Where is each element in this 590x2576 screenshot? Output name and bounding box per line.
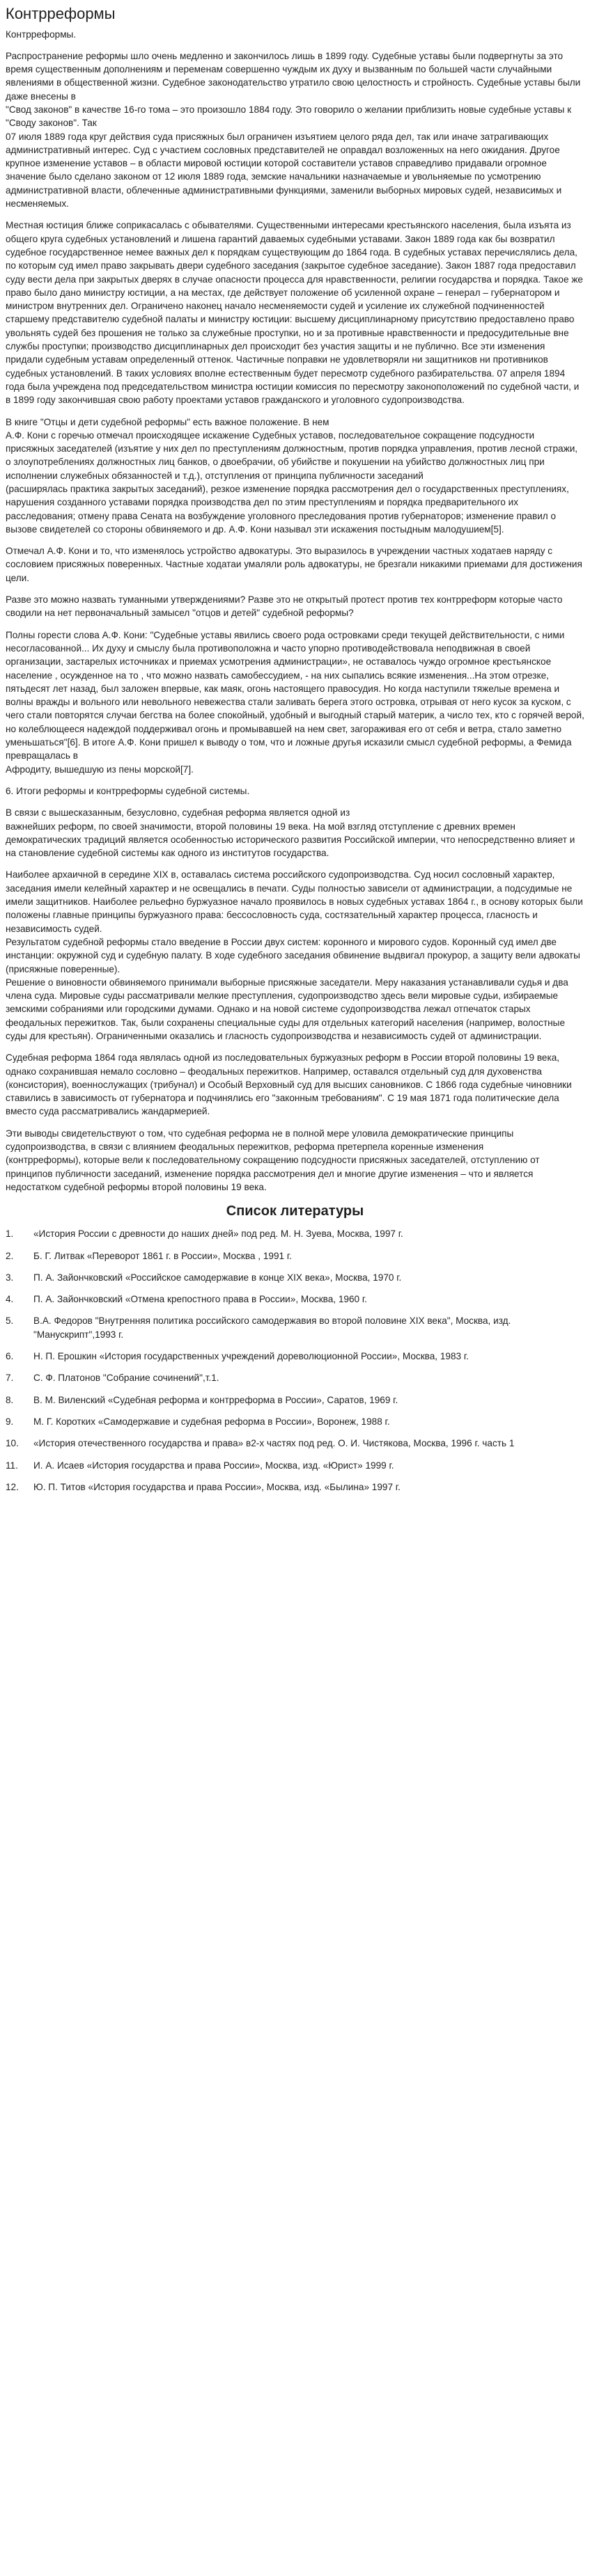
paragraph-block bbox=[6, 806, 584, 860]
bibliography-item bbox=[6, 1480, 584, 1494]
paragraph-line: 6. Итоги реформы и контрреформы судебной системы. bbox=[6, 785, 250, 796]
bibliography-item-text: «История отечественного государства и права» в2-х частях под ред. О. И. Чистякова, Москва, 1996 г. часть 1 bbox=[33, 1438, 515, 1449]
bibliography-item-number: 4. bbox=[6, 1294, 14, 1305]
bibliography-item-text: С. Ф. Платонов "Собрание сочинений",т.1. bbox=[33, 1373, 219, 1384]
bibliography-item-number: 1. bbox=[6, 1228, 14, 1240]
paragraph-line: Распространение реформы шло очень медленно и закончилось лишь в 1899 году. Судебные уставы были подвергнуты за это время существенным дополнениям и переменам совершенно чуждым их духу и вызванным по большей части случайными явлениями в общественной жизни. Судебное законодательство утратило свою целостность и стройность. Судебные уставы были даже внесены в bbox=[6, 50, 581, 102]
bibliography-item bbox=[6, 1227, 584, 1240]
bibliography-item-text: П. А. Зайончковский «Российское самодержавие в конце XIX века», Москва, 1970 г. bbox=[33, 1272, 402, 1283]
document-subtitle: Контрреформы. bbox=[6, 29, 77, 40]
bibliography-item bbox=[6, 1249, 584, 1263]
paragraph-block bbox=[6, 629, 584, 776]
bibliography-item-text: В.А. Федоров "Внутренняя политика российского самодержавия во второй половине XIX века", Москва, изд. "Манускрипт",1993 г. bbox=[33, 1315, 511, 1340]
paragraph-line: Эти выводы свидетельствуют о том, что судебная реформа не в полной мере уловила демократические принципы судопроизводства, в связи с влиянием феодальных пережитков, реформа претерпела коренные изменения bbox=[6, 1128, 514, 1153]
bibliography-item bbox=[6, 1459, 584, 1472]
bibliography-item-text: В. М. Виленский «Судебная реформа и контрреформа в России», Саратов, 1969 г. bbox=[33, 1394, 398, 1405]
bibliography-item-text: Ю. П. Титов «История государства и права России», Москва, изд. «Былина» 1997 г. bbox=[33, 1481, 401, 1492]
paragraph-line: Полны горести слова А.Ф. Кони: "Судебные уставы явились своего рода островками среди текущей действительности, с ними несогласованной... Их духу и смыслу была противоположна и часто упорно противодействовала неподвижная в своей организации, застарелых источниках и приемах усмотрения администрации», не оставалось чуждо огромное крестьянское население , осужденное на то , что можно назвать самобессудием, - на них сыпались всякие изменения...На этом отрезке, пятьдесят лет назад, был заложен впервые, как маяк, огонь настоящего правосудия. Но когда наступили тяжелые времена и волны вражды и вольного или невольного невежества стали заливать берега этого островка, отрывая от него кусок за куском, с чего стали повторятся случаи бегства на более спокойный, удобный и выгодный старый материк, а число тех, кто с горячей верой, но колеблющееся надеждой поддерживал огонь и промывавшей на нем свет, загораживая его от себя и ветра, стало заметно уменьшаться"[6]. В итоге А.Ф. Кони пришел к выводу о том, что и ложные другья исказили смысл судебной реформы, а Фемида превращалась в bbox=[6, 629, 584, 761]
bibliography-item bbox=[6, 1437, 584, 1450]
bibliography-item-number: 2. bbox=[6, 1250, 14, 1261]
paragraph-line: А.Ф. Кони с горечью отмечал происходящее искажение Судебных уставов, последовательное сокращение подсудности присяжных заседателей (изъятие у них дел по преступлениям должностным, против порядка управления, против лесной стражи, о злоупотреблениях должностных лиц банков, о двоебрачии, об убийстве и покушении на убийство должностных лиц при исполнении служебных обязанностей и т.д.), отступления от принципа публичности заседаний bbox=[6, 429, 578, 481]
paragraph-line: В книге "Отцы и дети судебной реформы" есть важное положение. В нем bbox=[6, 416, 329, 427]
paragraph-line: Афродиту, вышедшую из пены морской[7]. bbox=[6, 764, 194, 775]
paragraph-block bbox=[6, 593, 584, 620]
paragraph-block bbox=[6, 219, 584, 406]
paragraph-block bbox=[6, 1051, 584, 1118]
bibliography-item-text: П. А. Зайончковский «Отмена крепостного права в России», Москва, 1960 г. bbox=[33, 1294, 367, 1305]
bibliography-item-number: 5. bbox=[6, 1315, 14, 1327]
bibliography-item-number: 7. bbox=[6, 1373, 14, 1384]
bibliography-item-text: «История России с древности до наших дней» под ред. М. Н. Зуева, Москва, 1997 г. bbox=[33, 1228, 403, 1240]
paragraph-block bbox=[6, 49, 584, 211]
paragraph-line: (контрреформы), которые вели к последовательному сокращению подсудности присяжных заседателей, отступлению от принципов публичности заседаний, изменение порядка рассмотрения дел и многие другие изменения – что и является недостатком судебной реформы второй половины 19 века. bbox=[6, 1155, 540, 1192]
bibliography-item-number: 10. bbox=[6, 1438, 19, 1449]
paragraph-line: Отмечал А.Ф. Кони и то, что изменялось устройство адвокатуры. Это выразилось в учреждении частных ходатаев наряду с сословием присяжных поверенных. Частные ходатаи умаляли роль адвокатуры, не брезгали никакими приемами для достижения цели. bbox=[6, 546, 582, 583]
page-title: Контрреформы bbox=[6, 5, 116, 22]
bibliography-item bbox=[6, 1350, 584, 1363]
bibliography-item bbox=[6, 1314, 584, 1341]
bibliography-item-number: 6. bbox=[6, 1351, 14, 1362]
paragraph-block bbox=[6, 1127, 584, 1194]
bibliography-list bbox=[6, 1227, 584, 1494]
paragraph-line: Судебная реформа 1864 года являлась одной из последовательных буржуазных реформ в России второй половины 19 века, однако сохранившая немало сословно – феодальных пережитков. Например, оставался отдельный суд для духовенства (консистория), военнослужащих (трибунал) и Особый Верховный суд для высших сановников. С 1866 года судебные чиновники ставились в зависимость от губернатора и подчинялись его "законным требованиям". С 19 мая 1871 года политические дела вместо суда рассматривались жандармерией. bbox=[6, 1052, 572, 1117]
bibliography-item-number: 11. bbox=[6, 1460, 18, 1471]
bibliography-item bbox=[6, 1293, 584, 1306]
paragraph-line: Результатом судебной реформы стало введение в России двух систем: коронного и мирового судов. Коронный суд имел две инстанции: окружной суд и судебную палату. В ходе судебного заседания обвинение выдвигал прокурор, а защиту вели адвокаты (присяжные поверенные). bbox=[6, 936, 580, 974]
bibliography-item-number: 3. bbox=[6, 1272, 14, 1283]
paragraph-line: "Свод законов" в качестве 16-го тома – это произошло 1884 году. Это говорило о желании приблизить новые судебные уставы к "Своду законов". Так bbox=[6, 104, 572, 129]
document-body bbox=[6, 49, 584, 1194]
paragraph-block bbox=[6, 416, 584, 537]
paragraph-block bbox=[6, 868, 584, 1043]
paragraph-line: В связи с вышесказанным, безусловно, судебная реформа является одной из bbox=[6, 807, 350, 819]
paragraph-block bbox=[6, 544, 584, 585]
paragraph-block bbox=[6, 784, 584, 798]
bibliography-item bbox=[6, 1393, 584, 1407]
paragraph-line: Решение о виновности обвиняемого принимали выборные присяжные заседатели. Меру наказания устанавливали судья и два члена суда. Мировые суды рассматривали мелкие преступления, судопроизводство здесь вели мировые судьи, избираемые земскими собраниями или городскими думами. Однако и на новой системе судопроизводства лежал отпечаток старых феодальных пережитков. Так, были сохранены специальные суды для отдельных категорий населения (например, волостные суды для крестьян). Ограниченными оказались и гласность судопроизводства и независимость судей от администрации. bbox=[6, 977, 568, 1041]
paragraph-line: Разве это можно назвать туманными утверждениями? Разве это не открытый протест против тех контрреформ которые часто сводили на нет первоначальный замысел "отцов и детей" судебной реформы? bbox=[6, 594, 563, 619]
bibliography-item bbox=[6, 1371, 584, 1384]
bibliography-item-text: Н. П. Ерошкин «История государственных учреждений дореволюционной России», Москва, 1983 г. bbox=[33, 1351, 469, 1362]
bibliography-item-text: Б. Г. Литвак «Переворот 1861 г. в России», Москва , 1991 г. bbox=[33, 1250, 292, 1261]
bibliography-item-number: 8. bbox=[6, 1394, 14, 1405]
paragraph-line: (расширялась практика закрытых заседаний), резкое изменение порядка рассмотрения дел о государственных преступлениях, нарушения созданного уставами порядка производства дел по этим преступлениям и порядка предварительного их расследования; отмену права Сената на возбуждение уголовного преследования против губернаторов; изменение правил о вызове свидетелей со стороны обвиняемого и др. А.Ф. Кони называл эти искажения постыдным малодушием[5]. bbox=[6, 484, 569, 535]
bibliography-item-text: М. Г. Коротких «Самодержавие и судебная реформа в России», Воронеж, 1988 г. bbox=[33, 1416, 390, 1427]
bibliography-item-number: 9. bbox=[6, 1416, 14, 1427]
paragraph-line: 07 июля 1889 года круг действия суда присяжных был ограничен изъятием целого ряда дел, так или иначе затрагивающих административный интерес. Суд с участием сословных представителей не оправдал возложенных на него ожидания. Другое крупное изменение уставов – в области мировой юстиции которой составители уставов справедливо придавали огромное значение было сделано законом от 12 июля 1889 года, земские начальники назначаемые и увольняемые по усмотрению административной власти, облеченные административными функциями, заменили выборных мировых судей, независимых и несменяемых. bbox=[6, 131, 562, 210]
bibliography-item-text: И. А. Исаев «История государства и права России», Москва, изд. «Юрист» 1999 г. bbox=[33, 1460, 394, 1471]
bibliography-item bbox=[6, 1271, 584, 1284]
bibliography-item-number: 12. bbox=[6, 1481, 19, 1492]
bibliography-heading: Список литературы bbox=[226, 1203, 364, 1219]
bibliography-item bbox=[6, 1415, 584, 1428]
paragraph-line: Местная юстиция ближе соприкасалась с обывателями. Существенными интересами крестьянского населения, была изъята из общего круга судебных установлений и лишена гарантий даваемых судебными уставами. Закон 1889 года как бы возвратил судебное государственное немее важных дел к порядкам существующим до 1864 года. В судебных уставах перечислялись дела, по которым суд имел право закрывать двери судебного заседания (закрытое судебное заседание). Закон 1887 года предоставил суду вести дела при закрытых дверях в случае опасности процесса для нравственности, религии государства и порядка. Такое же право было дано министру юстиции, а на местах, где действует положение об усиленной охране – генерал – губернатором и министром внутренних дел. Ограничено наконец начало несменяемости судей и усиление их служебной подчиненностей старшему представителю судебной палаты и министру юстиции: высшему дисциплинарному присутствию предоставлено право увольнять судей без прошения не только за служебные проступки, но и за противные нравственности и предосудительные вне службы проступки; производство дисциплинарных дел происходит без участия защиты и не публично. Все эти изменения придали судебным уставам определенный оттенок. Частичные поправки не удовлетворяли ни защитников ни противников судебных установлений. В таких условиях вполне естественным будет пересмотр судебного разбирательства. 07 апреля 1894 года была учреждена под председательством министра юстиции комиссия по пересмотру законоположений по судебной части, и в 1899 году закончившая свою работу проектами уставов гражданского и уголовного судопроизводства. bbox=[6, 220, 583, 406]
paragraph-line: Наиболее архаичной в середине XIX в, оставалась система российского судопроизводства. Суд носил сословный характер, заседания имели келейный характер и не освещались в печати. Суды полностью зависели от администрации, а подсудимые не имели защитников. Наиболее рельефно буржуазное начало проявилось в новых судебных уставах 1864 г., в основу которых были положены главные принципы буржуазного права: бессословность суда, состязательный характер процесса, гласность и независимость судей. bbox=[6, 869, 583, 934]
paragraph-line: важнейших реформ, по своей значимости, второй половины 19 века. На мой взгляд отступление с древних времен демократических традиций является особенностью исторического развития Российской империи, что непосредственно влияет и на становление судебной системы как одного из институтов государства. bbox=[6, 821, 575, 859]
